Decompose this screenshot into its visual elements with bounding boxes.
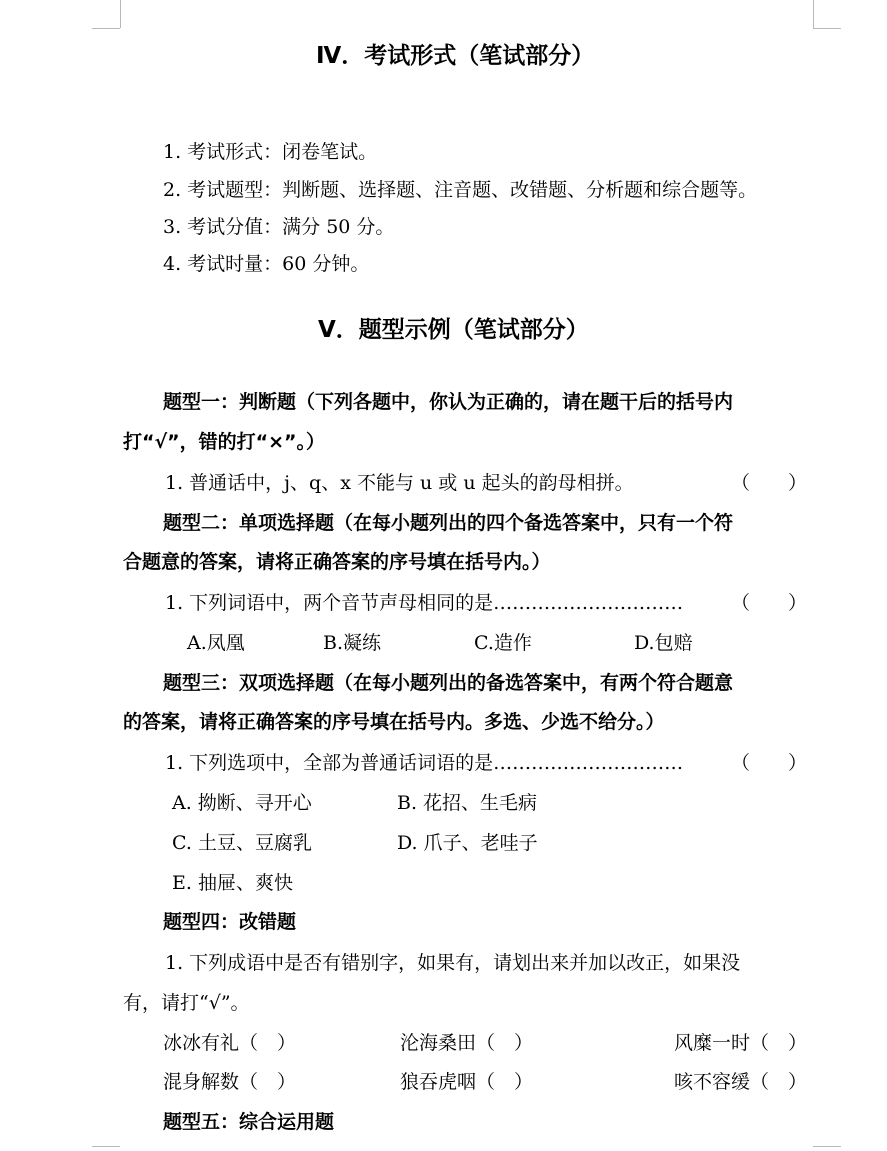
t3-option-e: E. 抽屉、爽快: [172, 872, 293, 894]
t3-option-a: A. 拗断、寻开心: [172, 792, 312, 814]
t2-option-c: C.造作: [474, 632, 532, 654]
t4-idiom-3: 风糜一时（ ）: [673, 1032, 807, 1054]
t2-question-1: 1. 下列词语中，两个音节声母相同的是…………………………: [165, 592, 684, 614]
t2-option-b: B.凝练: [323, 632, 382, 654]
t3-question-1: 1. 下列选项中，全部为普通话词语的是…………………………: [165, 752, 684, 774]
t3-answer-bracket: （ ）: [730, 752, 807, 774]
t2-head-line2: 合题意的答案，请将正确答案的序号填在括号内。）: [123, 551, 551, 573]
t3-head-line2: 的答案，请将正确答案的序号填在括号内。多选、少选不给分。）: [123, 711, 665, 733]
t2-option-d: D.包赔: [634, 632, 693, 654]
crop-mark: [813, 28, 841, 29]
section-4-title: Ⅳ．考试形式（笔试部分）: [316, 43, 595, 69]
t4-idiom-4: 混身解数（ ）: [163, 1071, 297, 1093]
t4-idiom-5: 狼吞虎咽（ ）: [400, 1071, 534, 1093]
t1-question-1: 1. 普通话中，j、q、x 不能与 u 或 u 起头的韵母相拼。: [165, 472, 634, 494]
t2-answer-bracket: （ ）: [730, 592, 807, 614]
t4-idiom-1: 冰冰有礼（ ）: [163, 1032, 297, 1054]
t5-head: 题型五：综合运用题: [163, 1111, 335, 1133]
t3-option-d: D. 爪子、老哇子: [397, 832, 538, 854]
t1-head-line2: 打“√”，错的打“×”。）: [123, 431, 326, 453]
crop-mark: [120, 0, 121, 28]
t4-idiom-2: 沦海桑田（ ）: [400, 1032, 534, 1054]
t2-option-a: A.凤凰: [187, 632, 245, 654]
sec4-item-3: 3. 考试分值：满分 50 分。: [163, 216, 395, 238]
t2-head-line1: 题型二：单项选择题（在每小题列出的四个备选答案中，只有一个符: [163, 512, 734, 534]
t3-option-b: B. 花招、生毛病: [397, 792, 538, 814]
t4-head: 题型四：改错题: [163, 911, 297, 933]
t1-answer-bracket: （ ）: [730, 472, 807, 494]
t3-head-line1: 题型三：双项选择题（在每小题列出的备选答案中，有两个符合题意: [163, 672, 734, 694]
t4-question-line1: 1. 下列成语中是否有错别字，如果有，请划出来并加以改正，如果没: [165, 952, 741, 974]
t4-idiom-6: 咳不容缓（ ）: [673, 1071, 807, 1093]
section-5-title: Ⅴ．题型示例（笔试部分）: [318, 317, 589, 343]
crop-mark: [92, 1146, 120, 1147]
t1-head-line1: 题型一：判断题（下列各题中，你认为正确的，请在题干后的括号内: [163, 391, 734, 413]
sec4-item-4: 4. 考试时量：60 分钟。: [163, 253, 370, 275]
t4-question-line2: 有，请打“√”。: [123, 992, 250, 1014]
crop-mark: [813, 1146, 841, 1147]
sec4-item-2: 2. 考试题型：判断题、选择题、注音题、改错题、分析题和综合题等。: [163, 179, 758, 201]
crop-mark: [813, 0, 814, 28]
t3-option-c: C. 土豆、豆腐乳: [172, 832, 312, 854]
crop-mark: [92, 28, 120, 29]
sec4-item-1: 1. 考试形式：闭卷笔试。: [163, 141, 378, 163]
